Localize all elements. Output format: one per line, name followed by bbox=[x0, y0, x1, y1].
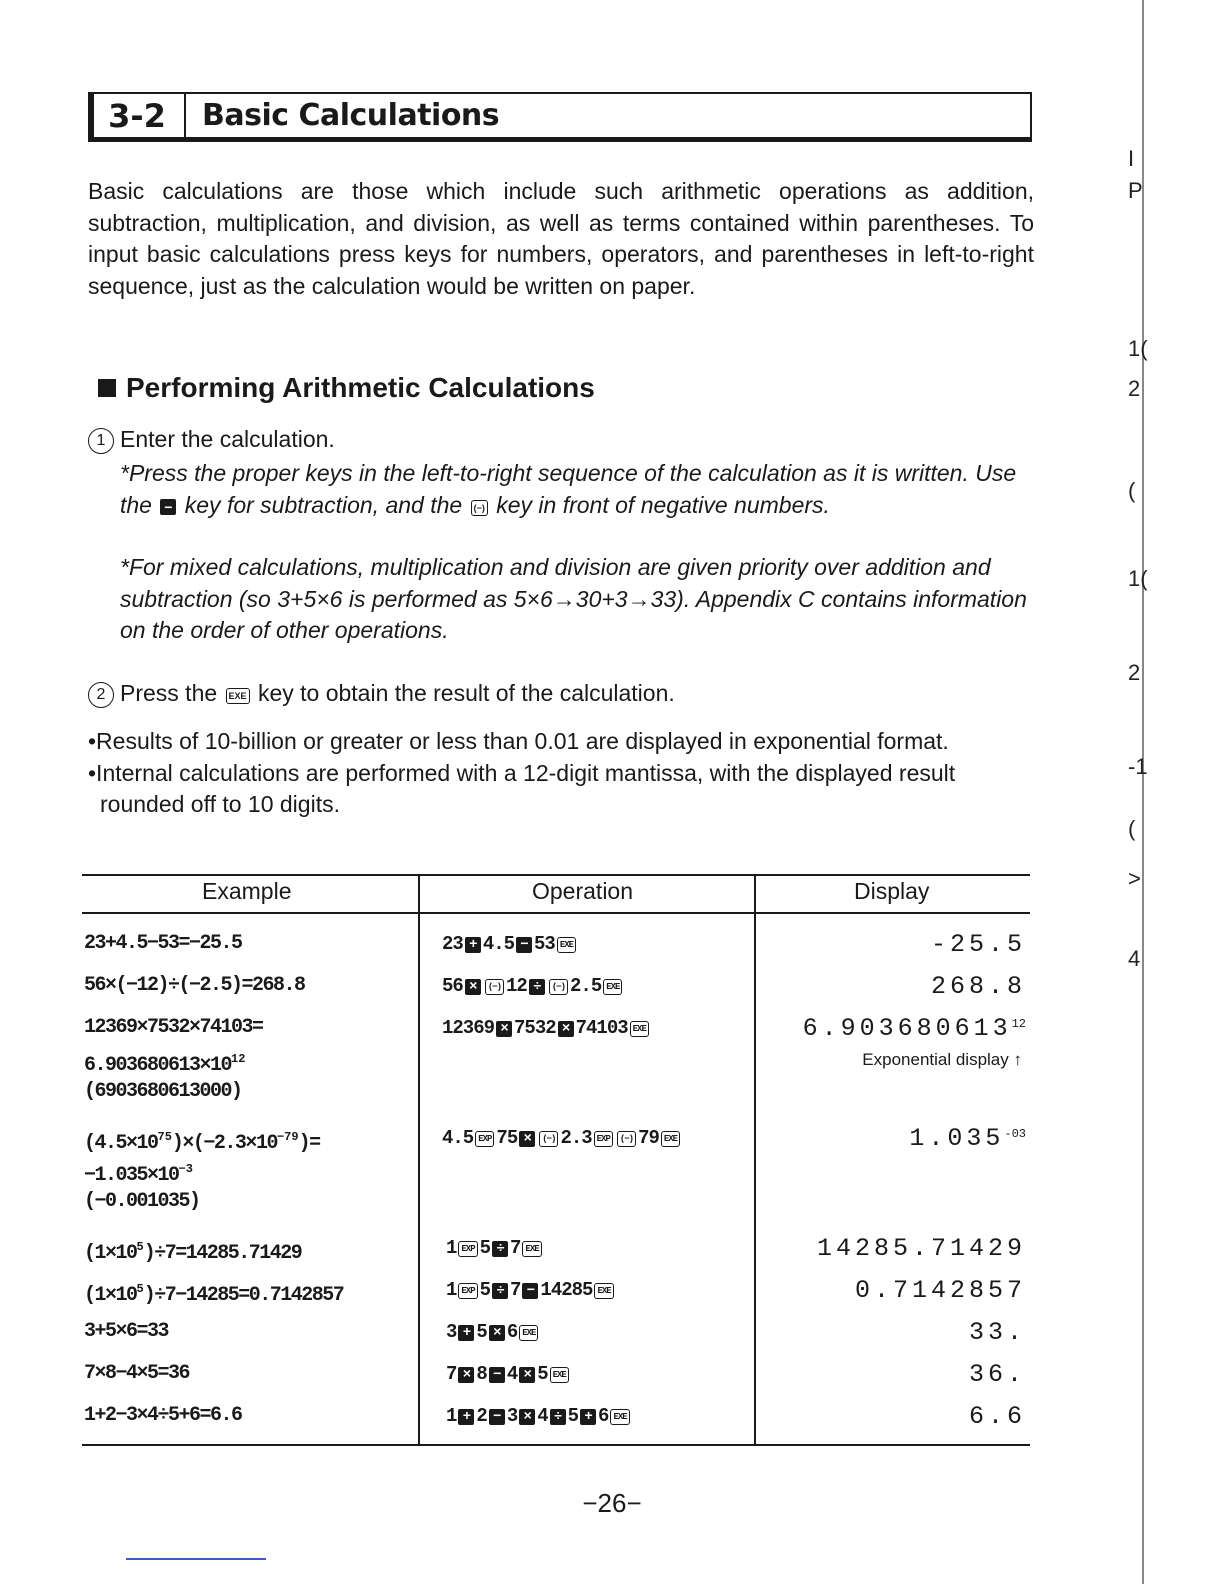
bullet-item: •Results of 10-billion or greater or less than 0.01 are displayed in exponential format. bbox=[88, 728, 949, 754]
operation-cell bbox=[442, 932, 578, 956]
intro-paragraph: Basic calculations are those which include such arithmetic operations as addition, subtraction, multiplication, and division, as well as terms contained within parentheses. To input basic calculations press keys for numbers, operators, and parentheses in left-to-right sequence, just as the calculation would be written on paper. bbox=[88, 178, 1034, 299]
margin-text: ( bbox=[1128, 478, 1136, 503]
exp-key-icon: EXP bbox=[458, 1241, 477, 1257]
operation-cell bbox=[446, 1278, 616, 1302]
margin-text: > bbox=[1128, 866, 1141, 891]
operation-digits: 4.5 bbox=[442, 1127, 474, 1149]
example-cell bbox=[84, 1274, 343, 1311]
operation-cell bbox=[446, 1236, 544, 1260]
display-cell: 36. bbox=[968, 1360, 1026, 1389]
multiply-key-icon: × bbox=[519, 1367, 535, 1383]
operation-digits: 2 bbox=[476, 1405, 487, 1427]
display-cell bbox=[909, 1124, 1026, 1153]
margin-text: 1( bbox=[1128, 336, 1148, 361]
display-cell: 0.7142857 bbox=[854, 1276, 1026, 1305]
exe-key-icon: EXE bbox=[630, 1021, 649, 1037]
multiply-key-icon: × bbox=[558, 1021, 574, 1037]
margin-text: P bbox=[1128, 178, 1143, 203]
exp-key-icon: EXP bbox=[475, 1131, 494, 1147]
example-cell: 56×(−12)÷(−2.5)=268.8 bbox=[84, 974, 305, 997]
minus-key-icon: − bbox=[160, 499, 176, 515]
negative-key-icon: (−) bbox=[549, 979, 568, 995]
bullet-item: •Internal calculations are performed with a 12-digit mantissa, with the displayed result rounded off to 10 digits. bbox=[88, 759, 956, 817]
superscript: 5 bbox=[136, 1282, 144, 1296]
operation-cell bbox=[442, 1016, 651, 1040]
exe-key-icon: EXE bbox=[557, 937, 576, 953]
note-text: key for subtraction, and the bbox=[184, 491, 463, 518]
example-cell: 7×8−4×5=36 bbox=[84, 1362, 190, 1385]
table-divider bbox=[754, 874, 756, 1446]
note-text: *Press the proper keys in the left-to-right sequence of the calculation as it is written. Use the bbox=[120, 460, 1017, 518]
display-value: 1.035 bbox=[909, 1124, 1005, 1153]
operation-digits: 4.5 bbox=[482, 933, 515, 955]
header-example: Example bbox=[202, 878, 292, 904]
margin-text: I bbox=[1128, 146, 1135, 171]
footer-line bbox=[126, 1558, 266, 1560]
operation-digits: 12369 bbox=[442, 1017, 495, 1039]
operation-cell bbox=[446, 1362, 571, 1386]
table-bottom-rule bbox=[82, 1444, 1030, 1446]
operation-digits: 12 bbox=[506, 975, 527, 997]
plus-key-icon: + bbox=[458, 1409, 474, 1425]
exe-key-icon: EXE bbox=[519, 1325, 538, 1341]
exe-key-icon: EXE bbox=[610, 1409, 629, 1425]
display-cell: 33. bbox=[968, 1318, 1026, 1347]
display-cell bbox=[803, 1014, 1026, 1043]
operation-digits: 7 bbox=[510, 1279, 521, 1301]
subheading bbox=[98, 372, 595, 404]
divide-key-icon: ÷ bbox=[529, 979, 545, 995]
example-text: 6.903680613×10 bbox=[84, 1054, 232, 1077]
operation-digits: 1 bbox=[446, 1405, 457, 1427]
table-top-rule bbox=[82, 874, 1030, 876]
operation-digits: 79 bbox=[638, 1127, 659, 1149]
header-display: Display bbox=[854, 878, 930, 904]
arrow-up-icon: ↑ bbox=[1013, 1050, 1022, 1069]
operation-digits: 56 bbox=[442, 975, 463, 997]
superscript: −79 bbox=[276, 1130, 299, 1144]
margin-text: 2 bbox=[1128, 376, 1141, 401]
exponent: 12 bbox=[1011, 1017, 1026, 1031]
superscript: −3 bbox=[178, 1162, 193, 1176]
negative-key-icon: (−) bbox=[617, 1131, 636, 1147]
table-header-rule bbox=[82, 912, 1030, 914]
page-edge-line bbox=[1142, 0, 1144, 1584]
margin-text: -1 bbox=[1128, 754, 1148, 779]
example-cell: (−0.001035) bbox=[84, 1190, 200, 1213]
subheading-text: Performing Arithmetic Calculations bbox=[126, 372, 595, 403]
operation-digits: 5 bbox=[537, 1363, 548, 1385]
multiply-key-icon: × bbox=[519, 1409, 535, 1425]
section-header bbox=[88, 92, 1032, 142]
minus-key-icon: − bbox=[489, 1409, 505, 1425]
plus-key-icon: + bbox=[458, 1325, 474, 1341]
margin-text: 4 bbox=[1128, 946, 1141, 971]
operation-digits: 5 bbox=[479, 1237, 491, 1259]
superscript: 75 bbox=[157, 1130, 172, 1144]
step-text: Press the bbox=[120, 680, 218, 706]
table-divider bbox=[418, 874, 420, 1446]
multiply-key-icon: × bbox=[519, 1131, 535, 1147]
operation-cell bbox=[446, 1320, 540, 1344]
operation-digits: 5 bbox=[476, 1321, 487, 1343]
operation-digits: 2.5 bbox=[570, 975, 602, 997]
operation-digits: 14285 bbox=[540, 1279, 593, 1301]
exe-key-icon: EXE bbox=[522, 1241, 541, 1257]
step-marker: 1 bbox=[88, 428, 114, 454]
multiply-key-icon: × bbox=[489, 1325, 505, 1341]
operation-digits: 75 bbox=[496, 1127, 518, 1149]
divide-key-icon: ÷ bbox=[492, 1283, 508, 1299]
minus-key-icon: − bbox=[516, 937, 532, 953]
negative-key-icon: (−) bbox=[485, 979, 504, 995]
operation-digits: 1 bbox=[446, 1279, 457, 1301]
display-cell: -25.5 bbox=[930, 930, 1026, 959]
multiply-key-icon: × bbox=[496, 1021, 512, 1037]
exe-key-icon: EXE bbox=[226, 688, 250, 704]
margin-text: ( bbox=[1128, 816, 1136, 841]
exponential-display-note bbox=[862, 1050, 1022, 1070]
note-text: key in front of negative numbers. bbox=[496, 491, 830, 518]
example-cell: (6903680613000) bbox=[84, 1080, 242, 1103]
example-text: (1×10 bbox=[84, 1284, 137, 1307]
minus-key-icon: − bbox=[489, 1367, 505, 1383]
note-1 bbox=[120, 458, 1034, 521]
example-cell: 3+5×6=33 bbox=[84, 1320, 169, 1343]
operation-digits: 4 bbox=[506, 1363, 518, 1385]
example-cell bbox=[84, 1232, 301, 1269]
operation-digits: 5 bbox=[479, 1279, 491, 1301]
multiply-key-icon: × bbox=[465, 979, 481, 995]
divide-key-icon: ÷ bbox=[550, 1409, 566, 1425]
example-cell: 23+4.5−53=−25.5 bbox=[84, 932, 242, 955]
example-text: (4.5×10 bbox=[84, 1132, 158, 1155]
operation-digits: 7 bbox=[446, 1363, 457, 1385]
minus-key-icon: − bbox=[522, 1283, 538, 1299]
step-marker: 2 bbox=[88, 682, 114, 708]
exe-key-icon: EXE bbox=[550, 1367, 569, 1383]
example-cell: 12369×7532×74103= bbox=[84, 1016, 263, 1039]
exe-key-icon: EXE bbox=[594, 1283, 613, 1299]
step-1 bbox=[88, 424, 335, 455]
margin-text: 2 bbox=[1128, 660, 1141, 685]
operation-digits: 3 bbox=[506, 1405, 518, 1427]
operation-cell bbox=[442, 974, 624, 998]
operation-digits: 74103 bbox=[575, 1017, 628, 1039]
operation-digits: 7532 bbox=[514, 1017, 556, 1039]
example-text: )÷7=14285.71429 bbox=[143, 1242, 302, 1265]
page-number: −26− bbox=[582, 1488, 642, 1518]
operation-digits: 1 bbox=[446, 1237, 457, 1259]
superscript: 12 bbox=[231, 1052, 246, 1066]
exponent: -03 bbox=[1004, 1127, 1026, 1141]
plus-key-icon: + bbox=[465, 937, 481, 953]
multiply-key-icon: × bbox=[458, 1367, 474, 1383]
step-text: Enter the calculation. bbox=[120, 426, 335, 452]
operation-digits: 7 bbox=[510, 1237, 521, 1259]
section-number: 3-2 bbox=[90, 94, 186, 137]
plus-key-icon: + bbox=[580, 1409, 596, 1425]
square-bullet-icon bbox=[98, 379, 116, 397]
header-operation: Operation bbox=[532, 878, 634, 904]
note-label: Exponential display bbox=[862, 1050, 1009, 1069]
example-text: )÷7−14285=0.7142857 bbox=[143, 1284, 344, 1307]
operation-digits: 5 bbox=[567, 1405, 579, 1427]
exe-key-icon: EXE bbox=[661, 1131, 680, 1147]
operation-digits: 8 bbox=[476, 1363, 487, 1385]
exp-key-icon: EXP bbox=[594, 1131, 613, 1147]
note-2: *For mixed calculations, multiplication and division are given priority over addition and subtraction (so 3+5×6 is performed as 5×6→30+3→33). Appendix C contains information on the order of other operations. bbox=[120, 554, 1027, 643]
negative-key-icon: (−) bbox=[471, 500, 488, 516]
example-text: )= bbox=[298, 1132, 320, 1155]
example-text: −1.035×10 bbox=[84, 1164, 179, 1187]
superscript: 5 bbox=[136, 1240, 144, 1254]
margin-text: 1( bbox=[1128, 566, 1148, 591]
operation-digits: 53 bbox=[534, 933, 555, 955]
divide-key-icon: ÷ bbox=[492, 1241, 508, 1257]
step-2 bbox=[88, 678, 675, 709]
example-cell: 1+2−3×4÷5+6=6.6 bbox=[84, 1404, 242, 1427]
display-value: 6.903680613 bbox=[802, 1014, 1012, 1043]
operation-digits: 6 bbox=[506, 1321, 518, 1343]
display-cell: 268.8 bbox=[930, 972, 1026, 1001]
operation-digits: 4 bbox=[537, 1405, 548, 1427]
display-cell: 6.6 bbox=[968, 1402, 1026, 1431]
example-table bbox=[82, 874, 1030, 1446]
operation-digits: 23 bbox=[442, 933, 463, 955]
operation-digits: 2.3 bbox=[560, 1127, 592, 1149]
example-text: (1×10 bbox=[84, 1242, 137, 1265]
exe-key-icon: EXE bbox=[603, 979, 622, 995]
step-text: key to obtain the result of the calculation. bbox=[257, 680, 675, 706]
example-text: )×(−2.3×10 bbox=[171, 1132, 277, 1155]
negative-key-icon: (−) bbox=[539, 1131, 558, 1147]
operation-cell bbox=[442, 1126, 682, 1150]
section-title: Basic Calculations bbox=[202, 98, 500, 133]
operation-digits: 3 bbox=[446, 1321, 457, 1343]
bullet-list bbox=[88, 726, 1034, 821]
display-cell: 14285.71429 bbox=[816, 1234, 1026, 1263]
operation-cell bbox=[446, 1404, 632, 1428]
exp-key-icon: EXP bbox=[458, 1283, 477, 1299]
operation-digits: 6 bbox=[598, 1405, 609, 1427]
